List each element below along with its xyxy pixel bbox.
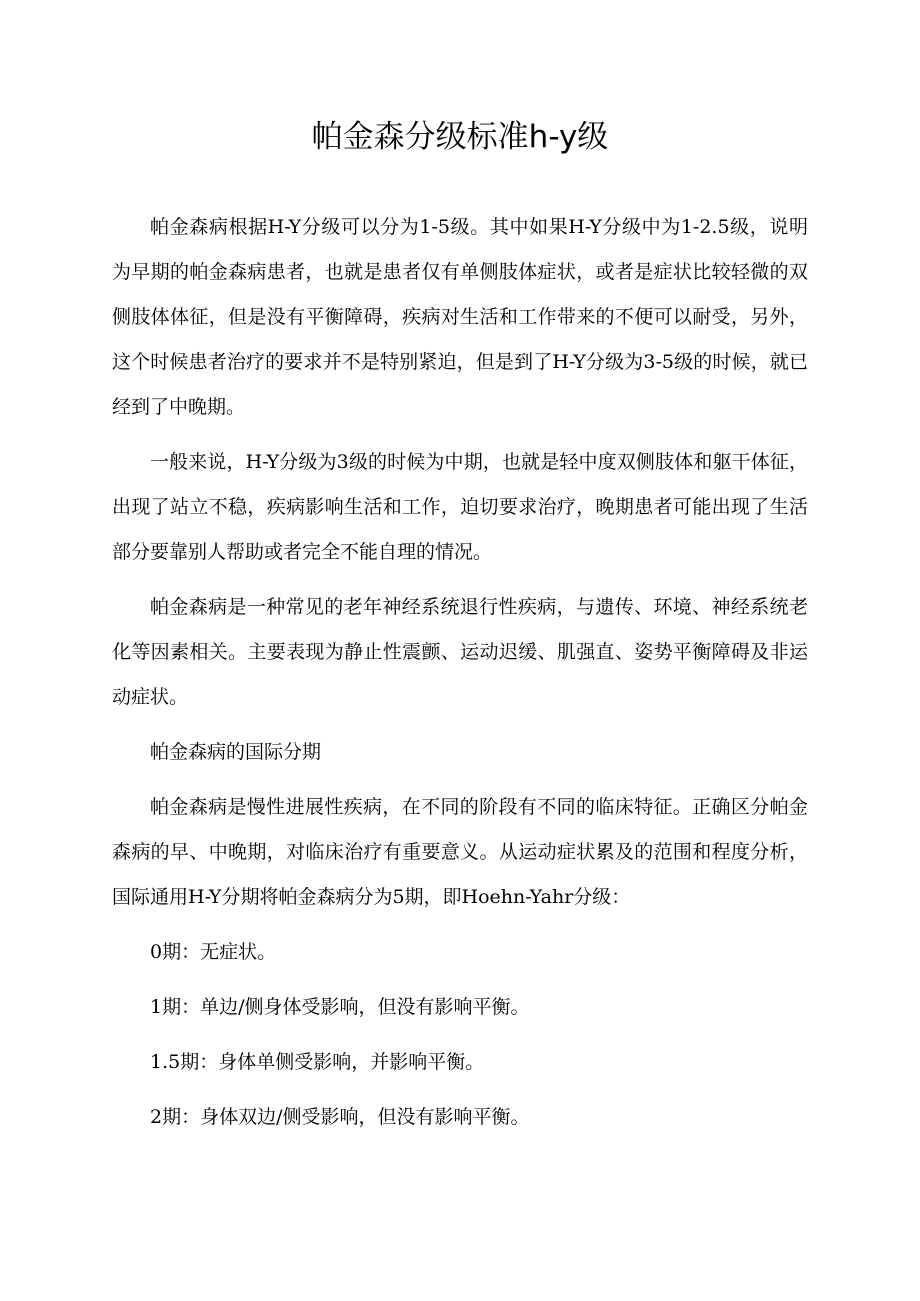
- paragraph-middle-stage: 一般来说，H-Y分级为3级的时候为中期，也就是轻中度双侧肢体和躯干体征，出现了站立不稳，疾病影响生活和工作，迫切要求治疗，晚期患者可能出现了生活部分要靠别人帮助或者完全不能自理的情况。: [112, 451, 808, 563]
- paragraph-staging-intro: 帕金森病是慢性进展性疾病，在不同的阶段有不同的临床特征。正确区分帕金森病的早、中晚期，对临床治疗有重要意义。从运动症状累及的范围和程度分析，国际通用H-Y分期将帕金森病分为5期，即Hoehn-Yahr分级：: [112, 796, 808, 908]
- stage-item-1-5: 1.5期：身体单侧受影响，并影响平衡。: [150, 1051, 485, 1073]
- paragraph-disease-description: 帕金森病是一种常见的老年神经系统退行性疾病，与遗传、环境、神经系统老化等因素相关。主要表现为静止性震颤、运动迟缓、肌强直、姿势平衡障碍及非运动症状。: [112, 596, 808, 708]
- stage-item-0: 0期：无症状。: [150, 941, 277, 963]
- stage-item-1: 1期：单边/侧身体受影响，但没有影响平衡。: [150, 996, 530, 1018]
- document-body: [112, 205, 808, 1150]
- section-heading-international-staging: 帕金森病的国际分期: [150, 741, 322, 763]
- stage-item-2: 2期：身体双边/侧受影响，但没有影响平衡。: [150, 1106, 530, 1128]
- document-title: 帕金森分级标准h-y级: [311, 119, 609, 155]
- paragraph-hy-overview: 帕金森病根据H-Y分级可以分为1-5级。其中如果H-Y分级中为1-2.5级，说明为早期的帕金森病患者，也就是患者仅有单侧肢体症状，或者是症状比较轻微的双侧肢体体征，但是没有平衡障碍，疾病对生活和工作带来的不便可以耐受，另外，这个时候患者治疗的要求并不是特别紧迫，但是到了H-Y分级为3-5级的时候，就已经到了中晚期。: [112, 216, 808, 418]
